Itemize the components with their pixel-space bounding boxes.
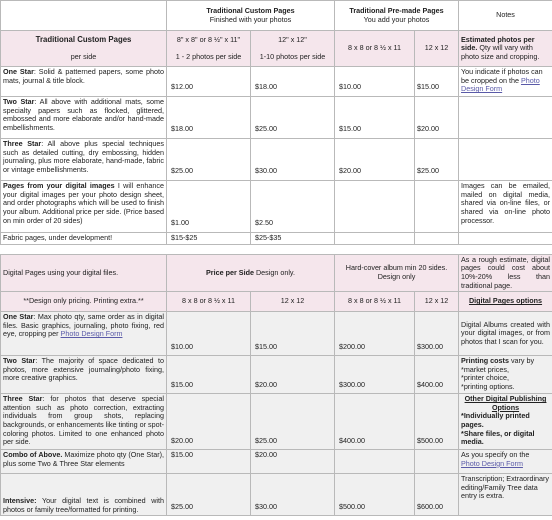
traditional-label-sub: per side (70, 52, 97, 62)
price-cell: $15.00 (335, 97, 415, 139)
design-only-label: Design only. (253, 267, 295, 277)
row-desc-text: : for photos that deserve special attention such as photo correction, extracting individuals from group shots, replacing backgrounds, or enhancements like tinting or spot-coloring photos. Limited to one enhanced photo per side. (3, 394, 165, 447)
row-note (459, 67, 552, 97)
row-title: Three Star (3, 394, 43, 404)
price-cell: $300.00 (335, 356, 415, 394)
row-title: Combo of Above. (3, 450, 63, 460)
empty-cell (415, 450, 459, 474)
row-note (459, 450, 552, 474)
row-title: One Star (3, 67, 34, 76)
note-list-item: *printer choice, (461, 373, 509, 383)
digital-subheader-row (1, 292, 552, 312)
table-row (1, 97, 552, 139)
row-description (1, 97, 167, 139)
row-description (1, 474, 167, 516)
row-desc-text: : The majority of space dedicated to photos, more extensive journaling/photo fixing, more creative graphics. (3, 356, 164, 383)
row-desc-text: I will enhance your digital images per your photo design sheet, and order photographs which will be used to finish your album. Additional price per side. (Price based on min order of 20 sides) (3, 181, 164, 225)
price-cell: $1.00 (167, 181, 251, 233)
price-cell: $25-$35 (251, 233, 335, 245)
price-cell: $25.00 (415, 139, 459, 181)
table-row (1, 181, 552, 233)
row-note: Digital Albums created with your digital images, or from photos that I scan for you. (459, 312, 552, 356)
col-size-label: 8" x 8" or 8 ½" x 11" (176, 34, 241, 44)
price-cell: $2.50 (251, 181, 335, 233)
traditional-premade-subtitle: You add your photos (363, 14, 430, 24)
note-list-item: *market prices, (461, 364, 509, 374)
price-cell: $400.00 (415, 356, 459, 394)
note-list-item: *Individually printed pages. (461, 411, 530, 430)
row-desc-text: Your digital text is combined with photos or family tree/formatted for printing. (3, 495, 164, 514)
price-cell: $18.00 (251, 67, 335, 97)
note-text: As you specify on the (461, 450, 530, 460)
row-description (1, 394, 167, 450)
hardcover-header: Hard-cover album min 20 sides. Design only (335, 254, 459, 292)
empty-cell (335, 233, 415, 245)
traditional-custom-title: Traditional Custom Pages (206, 5, 295, 15)
price-cell: $15.00 (251, 312, 335, 356)
price-cell: $500.00 (335, 474, 415, 516)
traditional-custom-subtitle: Finished with your photos (209, 14, 292, 24)
col-8x8-hardcover-header: 8 x 8 or 8 ½ x 11 (335, 292, 415, 312)
design-only-pricing-label: **Design only pricing. Printing extra.** (1, 292, 167, 312)
row-title: One Star (3, 312, 34, 322)
photo-design-form-link[interactable]: Photo Design Form (461, 458, 523, 468)
price-cell: $15-$25 (167, 233, 251, 245)
table-row (1, 233, 552, 245)
traditional-subheader-row (1, 31, 552, 67)
note-list-item: *printing options. (461, 382, 515, 392)
note-text: vary by (508, 356, 535, 366)
price-cell: $400.00 (335, 394, 415, 450)
row-description (1, 450, 167, 474)
row-title: Intensive: (3, 495, 37, 505)
fabric-label: Fabric pages, under development! (1, 233, 167, 245)
traditional-custom-header (167, 1, 335, 31)
price-cell: $30.00 (251, 474, 335, 516)
empty-cell (459, 233, 552, 245)
note-text: You indicate if photos can be cropped on the (461, 67, 543, 85)
digital-header-row (1, 254, 552, 292)
price-per-side-label: Price per Side (206, 267, 254, 277)
photo-design-form-link[interactable]: Photo Design Form (461, 75, 540, 94)
price-cell: $20.00 (251, 450, 335, 474)
traditional-label-title: Traditional Custom Pages (35, 35, 132, 45)
col-8x8-premade-header: 8 x 8 or 8 ½ x 11 (335, 31, 415, 67)
note-bold: Estimated photos per side. (461, 34, 535, 53)
traditional-premade-header (335, 1, 459, 31)
col-12x12-custom-header (251, 31, 335, 67)
note-text: Qty will vary with photo size and cropping. (461, 43, 540, 61)
photos-per-side-note (459, 31, 552, 67)
row-description (1, 312, 167, 356)
price-cell: $30.00 (251, 139, 335, 181)
table-row (1, 312, 552, 356)
col-photos-label: 1 - 2 photos per side (175, 51, 242, 61)
digital-pages-options-link[interactable]: Digital Pages options (468, 296, 543, 306)
digital-label: Digital Pages using your digital files. (1, 254, 167, 292)
row-title: Two Star (3, 97, 35, 106)
traditional-label-cell (1, 31, 167, 67)
notes-header: Notes (459, 1, 552, 31)
row-note (459, 97, 552, 139)
row-description (1, 356, 167, 394)
digital-options-cell (459, 292, 552, 312)
traditional-corner-cell (1, 1, 167, 31)
row-desc-text: : All above with additional mats, some specialty papers such as flocked, glittered, embossed and more elaborate and/or hand-made embellishments. (3, 97, 164, 132)
row-desc-text: : Max photo qty, same order as in digital files. Basic graphics, journaling, photo fixing, red eye, cropping per (3, 312, 164, 339)
price-cell: $10.00 (335, 67, 415, 97)
row-note (459, 356, 552, 394)
col-8x8-custom-header (167, 31, 251, 67)
price-cell: $300.00 (415, 312, 459, 356)
empty-cell (415, 181, 459, 233)
note-list-item: *Share files, or digital media. (461, 428, 535, 447)
row-title: Pages from your digital images (3, 181, 115, 190)
section-separator (1, 244, 552, 254)
table-row (1, 474, 552, 516)
row-title: Three Star (3, 139, 42, 148)
empty-cell (335, 181, 415, 233)
price-cell: $10.00 (167, 312, 251, 356)
col-photos-label: 1-10 photos per side (259, 51, 326, 61)
price-cell: $500.00 (415, 394, 459, 450)
row-desc-text: : Solid & patterned papers, some photo mats, journal & title block. (3, 67, 164, 85)
col-12x12-hardcover-header: 12 x 12 (415, 292, 459, 312)
price-cell: $15.00 (167, 450, 251, 474)
empty-cell (335, 450, 415, 474)
other-options-heading (461, 395, 550, 412)
row-description (1, 67, 167, 97)
traditional-header-row (1, 1, 552, 31)
price-cell: $20.00 (335, 139, 415, 181)
price-cell: $20.00 (251, 356, 335, 394)
price-cell: $20.00 (167, 394, 251, 450)
empty-cell (415, 233, 459, 245)
other-digital-options-link[interactable]: Other Digital Publishing Options (464, 394, 547, 412)
row-description (1, 139, 167, 181)
price-cell: $25.00 (167, 474, 251, 516)
col-8x8-digital-header: 8 x 8 or 8 ½ x 11 (167, 292, 251, 312)
price-cell: $25.00 (251, 394, 335, 450)
price-cell: $25.00 (251, 97, 335, 139)
price-cell: $15.00 (415, 67, 459, 97)
table-row (1, 139, 552, 181)
price-cell: $20.00 (415, 97, 459, 139)
col-12x12-premade-header: 12 x 12 (415, 31, 459, 67)
table-row (1, 67, 552, 97)
digital-price-header (167, 254, 335, 292)
row-description (1, 181, 167, 233)
table-row (1, 394, 552, 450)
row-note: Images can be emailed, mailed on digital media, shared via on-line files, or shared via on-line photo processor. (459, 181, 552, 233)
row-desc-text: : All above plus special techniques such as detailed cutting, dry embossing, hidden journaling, plus more elaborate, hand-made, fabric or vintage embellishments. (3, 139, 164, 174)
photo-design-form-link[interactable]: Photo Design Form (60, 329, 123, 339)
price-cell: $18.00 (167, 97, 251, 139)
table-row (1, 356, 552, 394)
price-cell: $12.00 (167, 67, 251, 97)
row-note (459, 139, 552, 181)
price-cell: $25.00 (167, 139, 251, 181)
col-size-label: 12" x 12" (278, 34, 307, 44)
price-cell: $600.00 (415, 474, 459, 516)
traditional-premade-title: Traditional Pre-made Pages (349, 5, 444, 15)
printing-costs-label: Printing costs (461, 356, 509, 366)
digital-estimate-note: As a rough estimate, digital pages could cost about 10%-20% less than traditional page. (459, 254, 552, 292)
row-desc-text: Maximize photo qty (One Star), plus some Two & Three Star elements (3, 450, 164, 468)
col-12x12-digital-header: 12 x 12 (251, 292, 335, 312)
row-note (459, 394, 552, 450)
row-title: Two Star (3, 356, 36, 366)
row-note: Transcription; Extraordinary editing/Family Tree data entry is extra. (459, 474, 552, 516)
table-row (1, 450, 552, 474)
price-cell: $15.00 (167, 356, 251, 394)
price-cell: $200.00 (335, 312, 415, 356)
